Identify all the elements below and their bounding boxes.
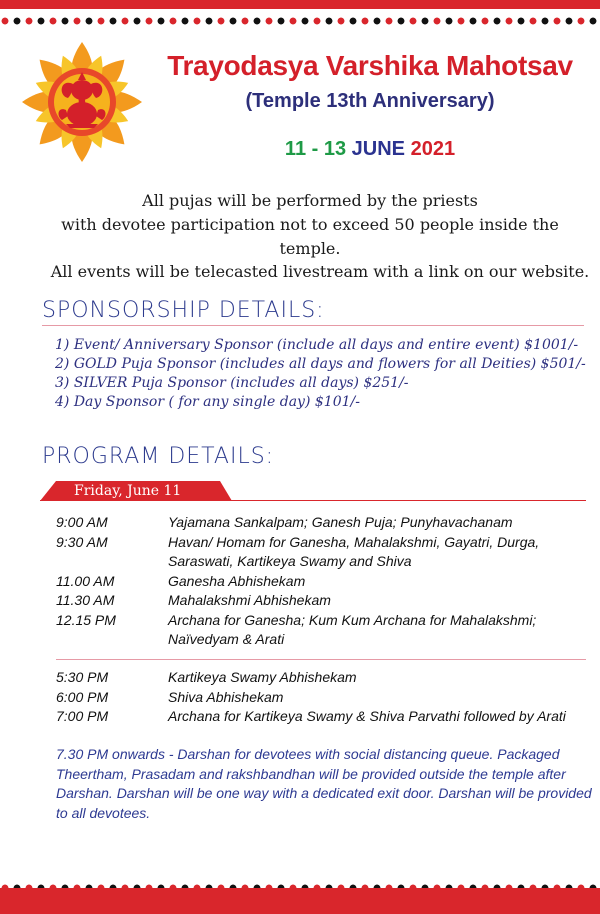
schedule-event-line: Saraswati, Kartikeya Swamy and Shiva bbox=[168, 553, 412, 569]
schedule-event: Ganesha Abhishekam bbox=[168, 572, 306, 589]
date-month: JUNE bbox=[351, 138, 406, 160]
sponsorship-item: 2) GOLD Puja Sponsor (includes all days and flowers for all Deities) $501/- bbox=[55, 356, 586, 372]
schedule-time: 9:00 AM bbox=[56, 514, 108, 530]
schedule-time: 6:00 PM bbox=[56, 688, 109, 705]
sponsorship-item: 3) SILVER Puja Sponsor (includes all days) $251/- bbox=[55, 375, 409, 391]
sponsorship-divider bbox=[42, 325, 584, 326]
darshan-note: 7.30 PM onwards - Darshan for devotees with social distancing queue. Packaged Theertham, Prasadam and rakshbandhan will be provided outside the temple after Darshan. Darshan will be one way with a dedicated exit door. Darshan will be provided to all devotees. bbox=[56, 746, 592, 821]
schedule-time: 9:30 AM bbox=[56, 533, 108, 550]
event-title: Trayodasya Varshika Mahotsav bbox=[167, 50, 573, 81]
schedule-event: Yajamana Sankalpam; Ganesh Puja; Punyhavachanam bbox=[168, 514, 513, 530]
schedule-row bbox=[56, 611, 596, 650]
schedule-block-evening bbox=[56, 668, 596, 727]
top-border-band bbox=[0, 0, 600, 9]
schedule-event bbox=[168, 533, 596, 572]
schedule-event-line: Naïvedyam & Arati bbox=[168, 631, 285, 647]
day-tab-underline bbox=[40, 500, 586, 501]
schedule-row bbox=[56, 591, 596, 611]
schedule-time: 12.15 PM bbox=[56, 611, 116, 628]
sponsorship-heading: SPONSORSHIP DETAILS: bbox=[42, 298, 325, 323]
schedule-row bbox=[56, 533, 596, 572]
schedule-event: Mahalakshmi Abhishekam bbox=[168, 592, 331, 608]
schedule-block-morning bbox=[56, 513, 596, 650]
intro-line-1: All pujas will be performed by the priests bbox=[142, 191, 478, 210]
event-subtitle: (Temple 13th Anniversary) bbox=[245, 90, 495, 112]
schedule-event: Kartikeya Swamy Abhishekam bbox=[168, 669, 357, 685]
schedule-event-line: Havan/ Homam for Ganesha, Mahalakshmi, Gayatri, Durga, bbox=[168, 533, 540, 550]
intro-line-3: All events will be telecasted livestream with a link on our website. bbox=[50, 262, 590, 281]
schedule-time: 11.30 AM bbox=[56, 592, 115, 608]
top-dotted-border bbox=[0, 16, 600, 26]
event-dates bbox=[150, 138, 590, 161]
sponsorship-list bbox=[55, 336, 595, 412]
intro-text bbox=[40, 189, 580, 261]
schedule-row bbox=[56, 668, 596, 688]
schedule-time: 5:30 PM bbox=[56, 669, 109, 685]
date-year: 2021 bbox=[410, 138, 456, 160]
schedule-time: 7:00 PM bbox=[56, 708, 109, 724]
schedule-time: 11.00 AM bbox=[56, 572, 115, 589]
schedule-row bbox=[56, 572, 596, 592]
sponsorship-item: 4) Day Sponsor ( for any single day) $101/- bbox=[55, 394, 360, 410]
bottom-border-band bbox=[0, 888, 600, 914]
intro-line-2: with devotee participation not to exceed 50 people inside the temple. bbox=[61, 215, 559, 258]
schedule-event: Archana for Kartikeya Swamy & Shiva Parvathi followed by Arati bbox=[168, 708, 566, 724]
schedule-event bbox=[168, 611, 596, 650]
ganesha-lotus-icon bbox=[20, 40, 144, 164]
schedule-row bbox=[56, 513, 596, 533]
sponsorship-item: 1) Event/ Anniversary Sponsor (include all days and entire event) $1001/- bbox=[55, 337, 579, 353]
schedule-event: Shiva Abhishekam bbox=[168, 688, 284, 705]
day-label: Friday, June 11 bbox=[74, 483, 182, 499]
schedule-row bbox=[56, 707, 596, 727]
schedule-row bbox=[56, 688, 596, 708]
program-heading: PROGRAM DETAILS: bbox=[42, 444, 275, 469]
schedule-divider bbox=[56, 659, 586, 660]
date-days: 11 - 13 bbox=[284, 138, 347, 160]
schedule-event-line: Archana for Ganesha; Kum Kum Archana for Mahalakshmi; bbox=[168, 611, 537, 628]
